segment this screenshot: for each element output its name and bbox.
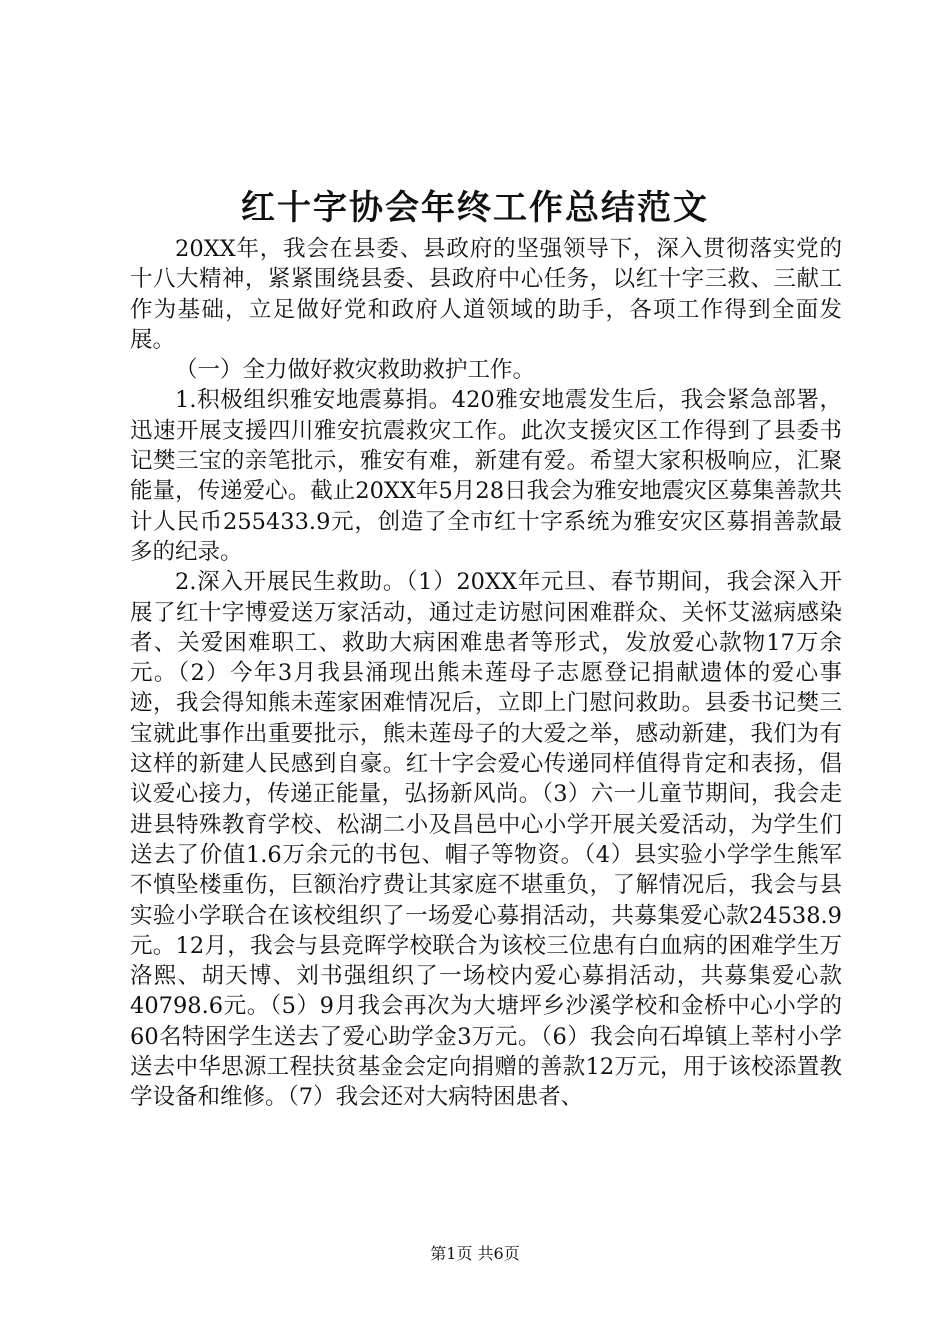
section-heading-1: （一）全力做好救灾救助救护工作。 (175, 357, 536, 384)
page-number-footer: 第1页 共6页 (430, 1244, 520, 1263)
paragraph-intro: 20XX年，我会在县委、县政府的坚强领导下，深入贯彻落实党的十八大精神，紧紧围绕县委、县政府中心任务，以红十字三救、三献工作为基础，立足做好党和政府人道领域的助手，各项工作得到全面发展。 (130, 236, 842, 353)
document-title: 红十字协会年终工作总结范文 (241, 188, 709, 228)
document-body (130, 234, 842, 1113)
paragraph-item-1: 1.积极组织雅安地震募捐。420雅安地震发生后，我会紧急部署，迅速开展支援四川雅安抗震救灾工作。此次支援灾区工作得到了县委书记樊三宝的亲笔批示，雅安有难，新建有爱。希望大家积极响应，汇聚能量，传递爱心。截止20XX年5月28日我会为雅安地震灾区募集善款共计人民币255433.9元，创造了全市红十字系统为雅安灾区募捐善款最多的纪录。 (130, 387, 842, 565)
paragraph-item-2: 2.深入开展民生救助。（1）20XX年元旦、春节期间，我会深入开展了红十字博爱送万家活动，通过走访慰问困难群众、关怀艾滋病感染者、关爱困难职工、救助大病困难患者等形式，发放爱心款物17万余元。（2）今年3月我县涌现出熊未莲母子志愿登记捐献遗体的爱心事迹，我会得知熊未莲家困难情况后，立即上门慰问救助。县委书记樊三宝就此事作出重要批示，熊未莲母子的大爱之举，感动新建，我们为有这样的新建人民感到自豪。红十字会爱心传递同样值得肯定和表扬，倡议爱心接力，传递正能量，弘扬新风尚。（3）六一儿童节期间，我会走进县特殊教育学校、松湖二小及昌邑中心小学开展关爱活动，为学生们送去了价值1.6万余元的书包、帽子等物资。（4）县实验小学学生熊军不慎坠楼重伤，巨额治疗费让其家庭不堪重负，了解情况后，我会与县实验小学联合在该校组织了一场爱心募捐活动，共募集爱心款24538.9元。12月，我会与县竞晖学校联合为该校三位患有白血病的困难学生万洛熙、胡天博、刘书强组织了一场校内爱心募捐活动，共募集爱心款40798.6元。（5）9月我会再次为大塘坪乡沙溪学校和金桥中心小学的60名特困学生送去了爱心助学金3万元。（6）我会向石埠镇上莘村小学送去中华思源工程扶贫基金会定向捐赠的善款12万元，用于该校添置教学设备和维修。（7）我会还对大病特困患者、 (130, 569, 842, 1111)
